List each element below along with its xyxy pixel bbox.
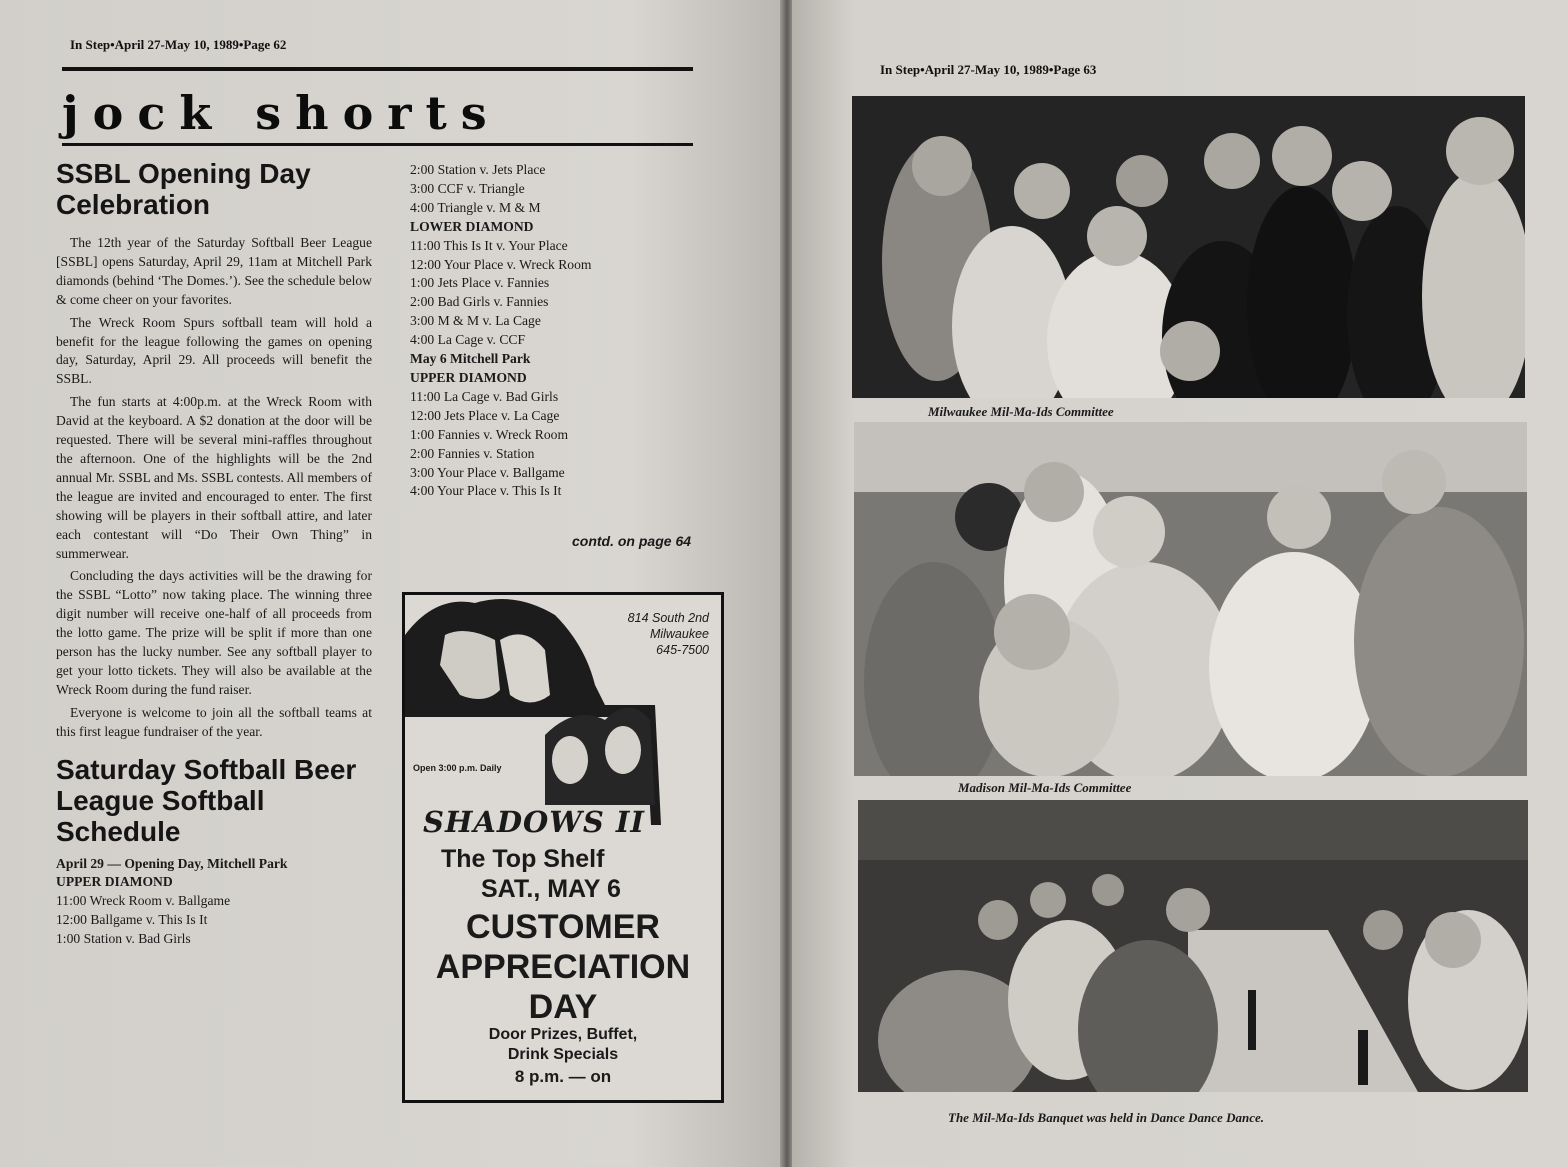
article-column <box>56 158 372 949</box>
right-page <box>792 0 1567 1167</box>
schedule-game: 4:00 La Cage v. CCF <box>410 332 526 348</box>
schedule-heading: UPPER DIAMOND <box>56 874 173 890</box>
photo-milwaukee-figures <box>852 96 1525 398</box>
article-paragraph: The Wreck Room Spurs softball team will hold a benefit for the league following the games on opening day, Saturday, April 29. All proceeds will benefit the SSBL. <box>56 314 372 387</box>
ad-features <box>405 1025 721 1087</box>
schedule-heading: LOWER DIAMOND <box>410 218 534 234</box>
ad-features-line: Drink Specials <box>507 1046 619 1063</box>
ad-headline <box>405 907 721 1027</box>
masthead-bottom-rule <box>62 143 693 146</box>
continued-note: contd. on page 64 <box>572 533 692 549</box>
schedule-list-part1 <box>56 855 372 950</box>
ad-address <box>628 610 709 658</box>
schedule-headline: Saturday Softball Beer League Softball Schedule <box>56 753 357 847</box>
photo-banquet <box>858 800 1528 1092</box>
schedule-game: 2:00 Station v. Jets Place <box>410 162 546 177</box>
ad-time: 8 p.m. — on <box>514 1067 612 1086</box>
schedule-heading: UPPER DIAMOND <box>410 369 527 385</box>
schedule-game: 3:00 Your Place v. Ballgame <box>410 464 565 480</box>
schedule-game: 3:00 M & M v. La Cage <box>410 313 541 329</box>
schedule-game: 11:00 La Cage v. Bad Girls <box>410 388 559 404</box>
article-headline: SSBL Opening Day Celebration <box>56 158 311 220</box>
ad-headline-line: CUSTOMER <box>466 908 660 946</box>
shadows-advertisement <box>402 592 724 1103</box>
ad-face-4 <box>605 726 641 774</box>
schedule-game: 2:00 Fannies v. Station <box>410 445 535 461</box>
article-paragraph: Concluding the days activities will be the drawing for the SSBL “Lotto” now taking place. The winning three digit number will receive one-half of all proceeds from the lotto game. The prize will be split if more than one person has the lucky number. See any softball player to get your lotto tickets. They will also be available at the Wreck Room during the fund raiser. <box>56 568 372 697</box>
photo-banquet-scene <box>858 800 1528 1092</box>
schedule-game: 12:00 Your Place v. Wreck Room <box>410 256 592 272</box>
page-folio-right: In Step•April 27-May 10, 1989•Page 63 <box>880 62 1097 77</box>
schedule-game: 3:00 CCF v. Triangle <box>410 180 525 196</box>
photo-milwaukee-committee <box>852 96 1525 398</box>
schedule-game: 11:00 This Is It v. Your Place <box>410 237 568 253</box>
ad-phone: 645-7500 <box>656 643 709 657</box>
schedule-game: 4:00 Your Place v. This Is It <box>410 483 562 499</box>
ad-hours: Open 3:00 p.m. Daily <box>413 763 502 773</box>
ad-bar-name: SHADOWS II <box>423 805 645 839</box>
schedule-game: 12:00 Ballgame v. This Is It <box>56 912 208 928</box>
ad-features-line: Door Prizes, Buffet, <box>488 1026 638 1043</box>
ad-address-line: 814 South 2nd <box>627 611 709 625</box>
ad-date: SAT., MAY 6 <box>481 875 621 903</box>
caption-madison: Madison Mil-Ma-Ids Committee <box>958 780 1132 795</box>
caption-banquet: The Mil-Ma-Ids Banquet was held in Dance Dance Dance. <box>948 1110 1264 1125</box>
schedule-game: 1:00 Station v. Bad Girls <box>56 931 191 947</box>
masthead-top-rule <box>62 67 693 71</box>
schedule-game: 12:00 Jets Place v. La Cage <box>410 407 560 423</box>
page-folio-left: In Step•April 27-May 10, 1989•Page 62 <box>70 37 287 52</box>
article-paragraph: Everyone is welcome to join all the softball teams at this first league fundraiser of the year. <box>56 704 372 739</box>
ad-headline-line: APPRECIATION <box>435 948 691 986</box>
schedule-game: 1:00 Jets Place v. Fannies <box>410 275 550 291</box>
photo-madison-figures <box>854 422 1527 776</box>
schedule-game: 4:00 Triangle v. M & M <box>410 199 541 215</box>
article-paragraph: The 12th year of the Saturday Softball Beer League [SSBL] opens Saturday, April 29, 11am at Mitchell Park diamonds (behind ‘The Domes.’). See the schedule below & come cheer on your favorites. <box>56 235 372 307</box>
ad-event: The Top Shelf <box>441 845 605 873</box>
ad-headline-line: DAY <box>528 988 598 1026</box>
article-paragraph: The fun starts at 4:00p.m. at the Wreck Room with David at the keyboard. A $2 donation at the door will be requested. There will be several mini-raffles throughout the afternoon. One of the highlights will be the 2nd annual Mr. SSBL and Ms. SSBL contests. All members of the league are invited and encouraged to enter. The first showing will be players in their softball attire, and later each contestant will “Do Their Own Thing” in summerwear. <box>56 394 372 561</box>
ad-face-3 <box>552 736 588 784</box>
schedule-game: 2:00 Bad Girls v. Fannies <box>410 294 549 310</box>
schedule-list-part2 <box>410 161 710 501</box>
schedule-heading: April 29 — Opening Day, Mitchell Park <box>56 855 288 871</box>
article-body <box>56 234 372 742</box>
schedule-game: 11:00 Wreck Room v. Ballgame <box>56 893 231 909</box>
schedule-heading: May 6 Mitchell Park <box>410 351 531 367</box>
caption-milwaukee: Milwaukee Mil-Ma-Ids Committee <box>928 404 1114 419</box>
schedule-game: 1:00 Fannies v. Wreck Room <box>410 426 569 442</box>
ad-address-line: Milwaukee <box>649 627 709 641</box>
photo-madison-committee <box>854 422 1527 776</box>
section-masthead: jock shorts <box>62 86 501 140</box>
